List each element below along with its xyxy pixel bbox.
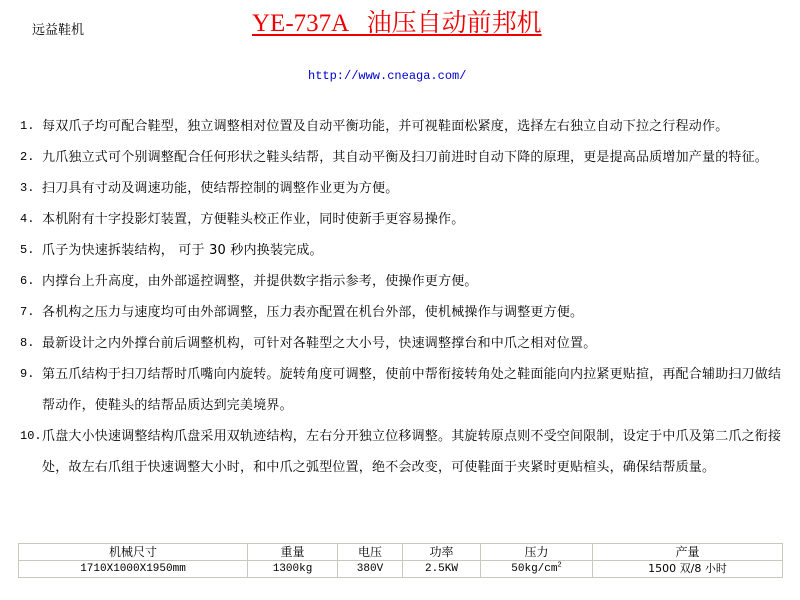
feature-number: 5. bbox=[20, 243, 35, 257]
brand-name: 远益鞋机 bbox=[32, 23, 85, 38]
feature-item-1 bbox=[20, 111, 790, 142]
feature-text: 爪盘大小快速调整结构爪盘采用双轨迹结构，左右分开独立位移调整。其旋转原点则不受空间限制，设定于中爪及第二爪之衔接处，故左右爪组于快速调整大小时，和中爪之弧型位置，绝不会改变，可使鞋面于夹紧时更贴楦头，确保结帮质量。 bbox=[42, 429, 782, 475]
feature-number: 8. bbox=[20, 336, 35, 350]
feature-text: 每双爪子均可配合鞋型，独立调整相对位置及自动平衡功能，并可视鞋面松紧度，选择左右独立自动下拉之行程动作。 bbox=[42, 119, 729, 134]
feature-number: 1. bbox=[20, 119, 35, 133]
value-power: 2.5KW bbox=[403, 561, 481, 578]
value-dimensions: 1710X1000X1950mm bbox=[19, 561, 248, 578]
value-weight: 1300kg bbox=[248, 561, 338, 578]
feature-item-2 bbox=[20, 142, 790, 173]
header-dimensions: 机械尺寸 bbox=[19, 544, 248, 561]
feature-text: 最新设计之内外撑台前后调整机构，可针对各鞋型之大小号，快速调整撑台和中爪之相对位置。 bbox=[42, 336, 597, 351]
specs-header-row bbox=[19, 544, 783, 561]
value-pressure bbox=[481, 561, 593, 578]
feature-item-5 bbox=[20, 235, 790, 266]
specs-value-row bbox=[19, 561, 783, 578]
feature-text: 各机构之压力与速度均可由外部调整，压力表亦配置在机台外部，使机械操作与调整更方便。 bbox=[42, 305, 584, 320]
value-output: 1500 双/8 小时 bbox=[593, 561, 783, 578]
feature-number: 7. bbox=[20, 305, 35, 319]
feature-item-3 bbox=[20, 173, 790, 204]
feature-text: 九爪独立式可个别调整配合任何形状之鞋头结帮，其自动平衡及扫刀前进时自动下降的原理，更是提高品质增加产量的特征。 bbox=[42, 150, 769, 165]
feature-text: 本机附有十字投影灯装置，方便鞋头校正作业，同时使新手更容易操作。 bbox=[42, 212, 465, 227]
feature-number: 2. bbox=[20, 150, 35, 164]
header-power: 功率 bbox=[403, 544, 481, 561]
feature-item-7 bbox=[20, 297, 790, 328]
pressure-superscript: 2 bbox=[557, 561, 562, 570]
pressure-value: 50kg/cm bbox=[511, 563, 558, 575]
feature-item-4 bbox=[20, 204, 790, 235]
feature-text: 内撑台上升高度，由外部遥控调整，并提供数字指示参考，使操作更方便。 bbox=[42, 274, 478, 289]
feature-number: 3. bbox=[20, 181, 35, 195]
header-weight: 重量 bbox=[248, 544, 338, 561]
feature-number: 6. bbox=[20, 274, 35, 288]
feature-text: 第五爪结构于扫刀结帮时爪嘴向内旋转。旋转角度可调整，使前中帮衔接转角处之鞋面能向内拉紧更贴揎，再配合辅助扫刀做结帮动作，使鞋头的结帮品质达到完美境界。 bbox=[42, 367, 782, 413]
feature-item-8 bbox=[20, 328, 790, 359]
feature-number: 9. bbox=[20, 367, 35, 381]
feature-list bbox=[20, 111, 790, 483]
specs-table bbox=[18, 543, 783, 578]
feature-number: 10. bbox=[20, 429, 42, 443]
feature-item-9 bbox=[20, 359, 790, 421]
page-title: YE-737A 油压自动前邦机 bbox=[252, 10, 542, 37]
value-voltage: 380V bbox=[338, 561, 403, 578]
header-output: 产量 bbox=[593, 544, 783, 561]
header-voltage: 电压 bbox=[338, 544, 403, 561]
feature-number: 4. bbox=[20, 212, 35, 226]
header-pressure: 压力 bbox=[481, 544, 593, 561]
feature-item-6 bbox=[20, 266, 790, 297]
feature-text: 扫刀具有寸动及调速功能，使结帮控制的调整作业更为方便。 bbox=[42, 181, 399, 196]
feature-item-10 bbox=[20, 421, 790, 483]
website-link[interactable]: http://www.cneaga.com/ bbox=[308, 69, 467, 83]
feature-text: 爪子为快速拆装结构， 可于 30 秒内换装完成。 bbox=[42, 243, 323, 258]
